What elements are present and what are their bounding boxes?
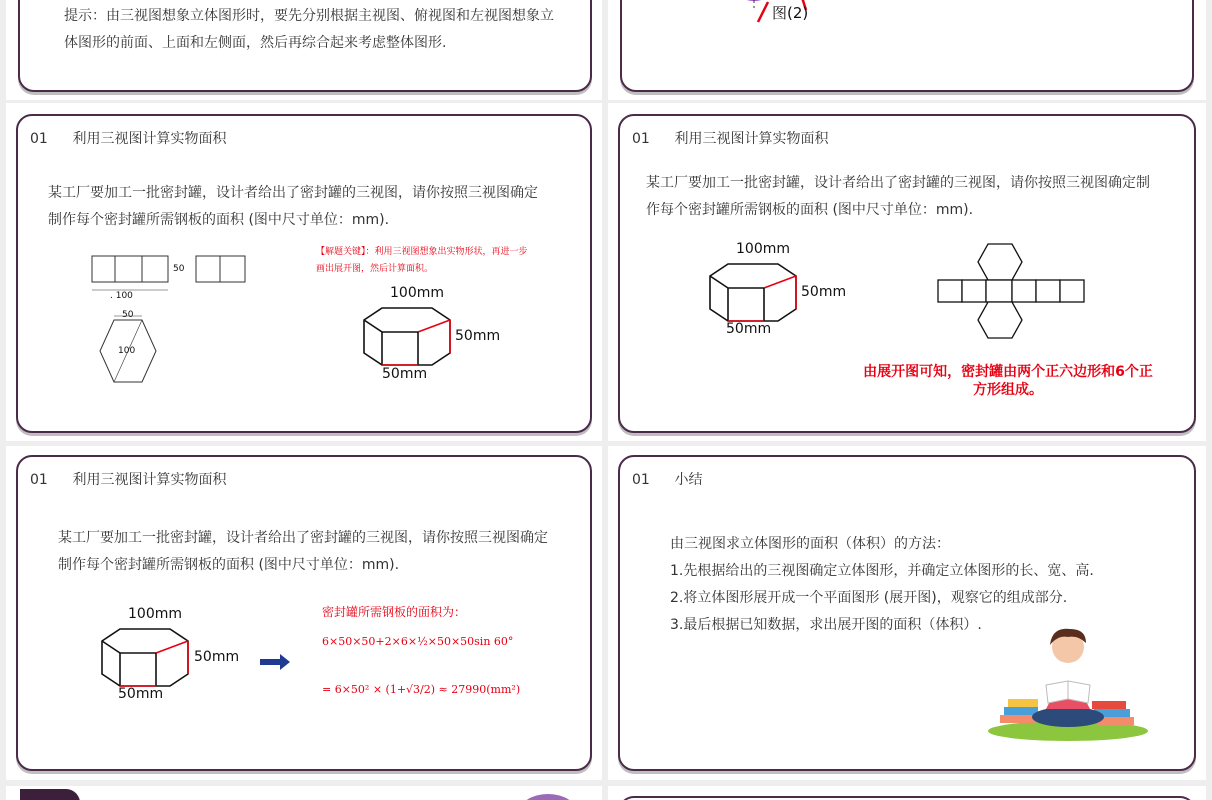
slide-8-frame-top — [618, 796, 1196, 800]
section-number: 01 — [632, 131, 650, 147]
dim-100-front: . 100 — [110, 291, 133, 301]
section-number: 01 — [30, 472, 48, 488]
solid-bottom-label: 50mm — [118, 686, 164, 702]
area-label: 密封罐所需钢板的面积为： — [322, 605, 467, 619]
red-line-left — [758, 2, 768, 22]
problem-text: 某工厂要加工一批密封罐，设计者给出了密封罐的三视图，请你按照三视图确定制作每个密封罐所需钢板的面积 (图中尺寸单位：mm). — [48, 185, 538, 228]
problem-text: 某工厂要加工一批密封罐，设计者给出了密封罐的三视图，请你按照三视图确定制作每个密封罐所需钢板的面积 (图中尺寸单位：mm). — [646, 175, 1150, 218]
formula-line-2: = 6×50² × (1+√3/2) ≈ 27990(mm²) — [322, 683, 521, 696]
reading-student-illustration — [988, 623, 1158, 743]
summary-step-1: 1.先根据给出的三视图确定立体图形，并确定立体图形的长、宽、高. — [670, 563, 1094, 579]
slide-1-frame — [18, 0, 592, 92]
solid-bottom-label: 50mm — [382, 366, 428, 382]
slide-2-figure — [722, 2, 922, 62]
solid-right-label: 50mm — [801, 284, 847, 300]
three-views-drawing — [92, 256, 262, 406]
dark-corner-shape — [20, 789, 80, 800]
slide-4-header — [632, 128, 828, 148]
section-number: 01 — [30, 131, 48, 147]
solid-bottom-label: 50mm — [726, 321, 772, 337]
net-drawing — [938, 242, 1098, 342]
key-hint: 【解题关键】：利用三视图想象出实物形状，再进一步画出展开图，然后计算面积。 — [316, 247, 528, 274]
section-title: 利用三视图计算实物面积 — [72, 131, 227, 147]
net-hexagon-bottom — [978, 302, 1022, 338]
figure-label: 图(2) — [772, 4, 809, 22]
section-title: 利用三视图计算实物面积 — [72, 472, 227, 488]
summary-step-2: 2.将立体图形展开成一个平面图形 (展开图)，观察它的组成部分. — [670, 590, 1068, 606]
dim-100-top: 100 — [118, 346, 136, 356]
slide-6-header — [632, 469, 702, 489]
slide-6[interactable] — [608, 446, 1206, 780]
dim-50-front: 50 — [173, 264, 185, 274]
summary-step-3: 3.最后根据已知数据，求出展开图的面积（体积）. — [670, 617, 982, 633]
problem-text: 某工厂要加工一批密封罐，设计者给出了密封罐的三视图，请你按照三视图确定制作每个密封罐所需钢板的面积 (图中尺寸单位：mm). — [58, 530, 548, 573]
solid-top-label: 100mm — [390, 285, 444, 301]
slide-2[interactable] — [608, 0, 1206, 100]
slide-3[interactable] — [6, 103, 602, 441]
slide-5-frame — [16, 455, 592, 771]
slide-1-hint: 提示：由三视图想象立体图形时，要先分别根据主视图、俯视图和左视图想象立体图形的前面、上面和左侧面，然后再综合起来考虑整体图形. — [64, 8, 554, 51]
solid-right-label: 50mm — [455, 328, 501, 344]
slide-6-frame — [618, 455, 1196, 771]
slide-5-header — [30, 469, 226, 489]
summary-intro: 由三视图求立体图形的面积（体积）的方法： — [670, 536, 950, 552]
slide-8-partial[interactable] — [608, 786, 1206, 800]
slide-3-header — [30, 128, 226, 148]
slide-4[interactable] — [608, 103, 1206, 441]
solid-top-label: 100mm — [128, 606, 182, 622]
section-title: 小结 — [674, 472, 703, 488]
formula-line-1: 6×50×50+2×6×½×50×50sin 60° — [322, 635, 514, 648]
conclusion-text: 由展开图可知，密封罐由两个正六边形和6个正方形组成。 — [863, 364, 1153, 398]
section-number: 01 — [632, 472, 650, 488]
slide-5[interactable] — [6, 446, 602, 780]
arrow-icon — [260, 654, 292, 670]
slide-1[interactable] — [6, 0, 602, 100]
slide-3-frame — [16, 114, 592, 433]
dim-50-top: 50 — [122, 310, 134, 320]
slide-4-frame — [618, 114, 1196, 433]
solid-right-label: 50mm — [194, 649, 240, 665]
slide-7-partial[interactable] — [6, 786, 602, 800]
purple-circle-shape — [518, 794, 578, 800]
solid-top-label: 100mm — [736, 241, 790, 257]
slide-2-frame — [620, 0, 1194, 92]
front-view — [92, 256, 168, 282]
net-hexagon-top — [978, 244, 1022, 280]
section-title: 利用三视图计算实物面积 — [674, 131, 829, 147]
